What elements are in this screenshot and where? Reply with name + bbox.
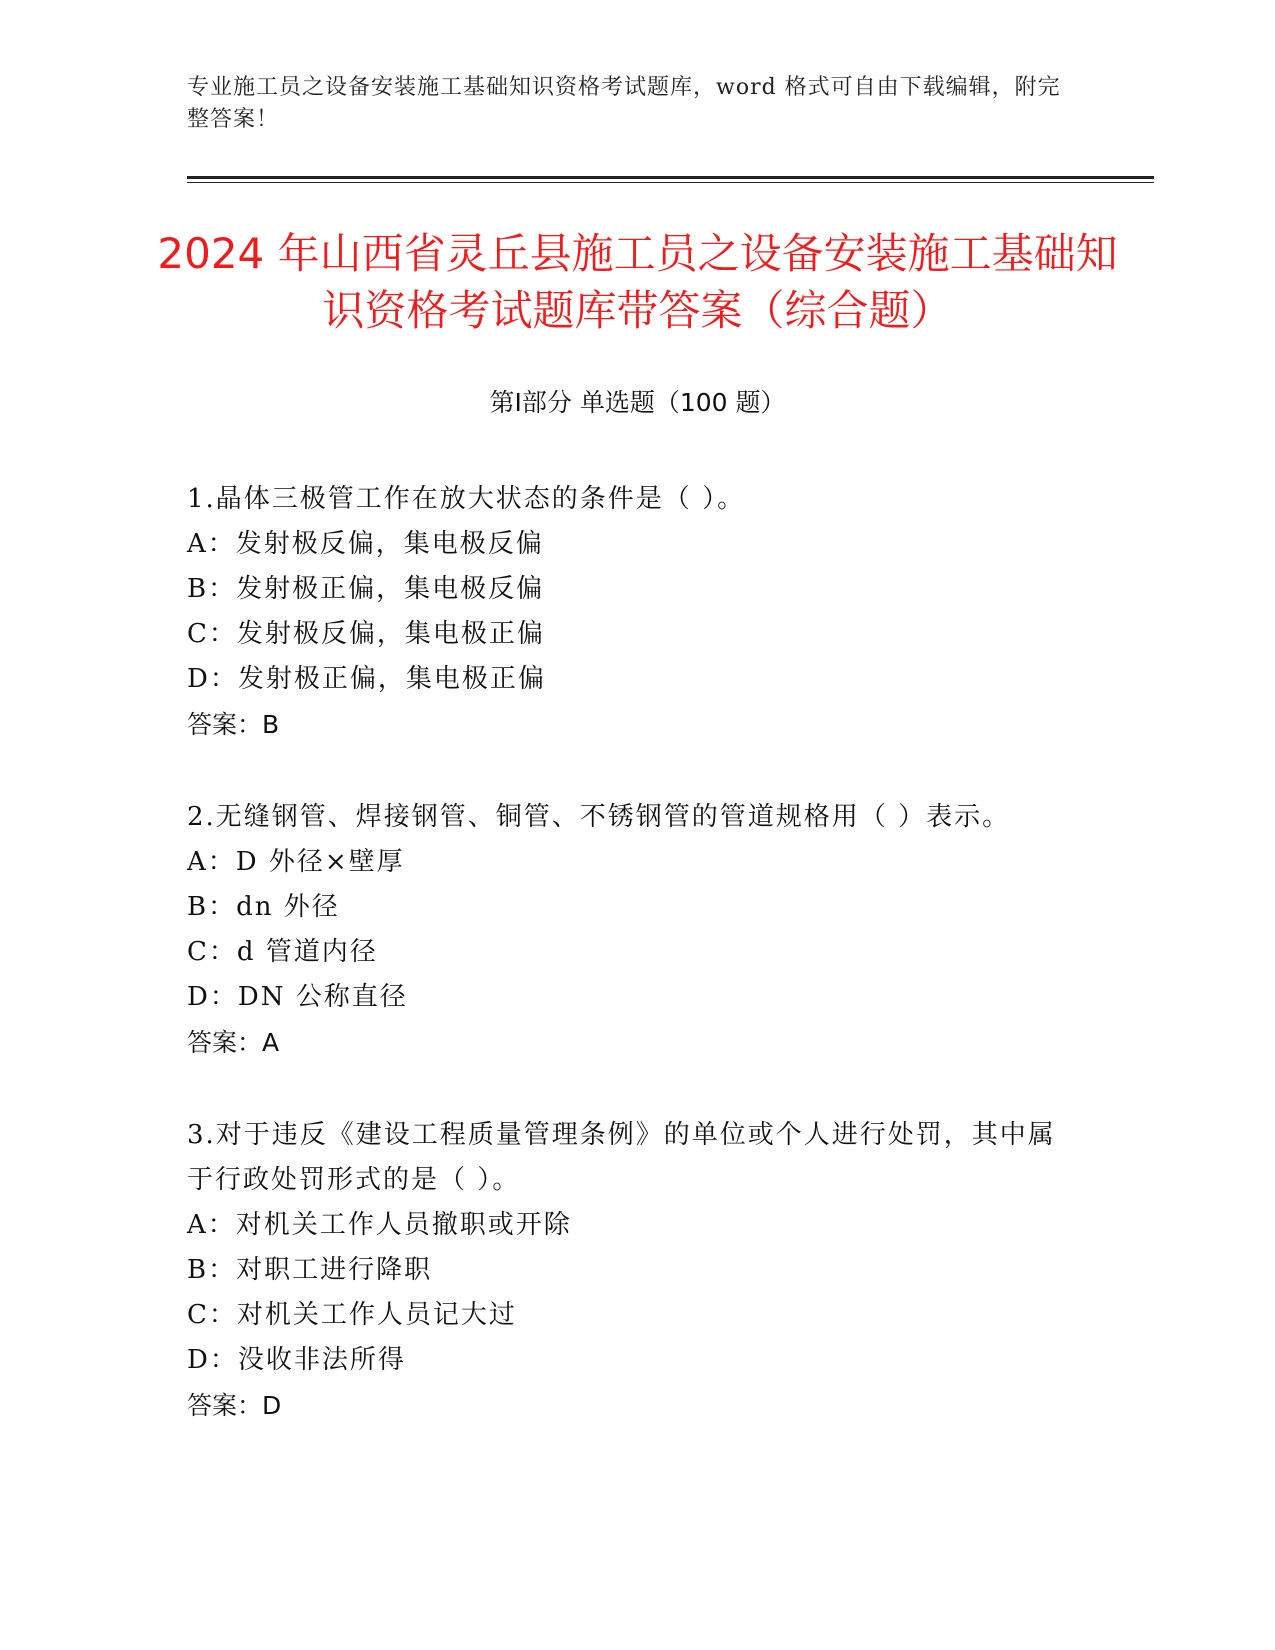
- option-d: D：没收非法所得: [187, 1345, 406, 1375]
- option-d: D：DN 公称直径: [187, 982, 408, 1012]
- question-stem: 1.晶体三极管工作在放大状态的条件是（ ）。: [187, 484, 746, 514]
- header-note: 专业施工员之设备安装施工基础知识资格考试题库，word 格式可自由下载编辑，附完整答案！: [187, 75, 1061, 132]
- option-c: C：对机关工作人员记大过: [187, 1300, 517, 1330]
- option-b: B：对职工进行降职: [187, 1255, 433, 1285]
- option-a: A：D 外径×壁厚: [187, 847, 405, 877]
- option-c: C：d 管道内径: [187, 937, 378, 967]
- question-block: [187, 1113, 1067, 1428]
- section-title: 第Ⅰ部分 单选题（100 题）: [489, 388, 786, 417]
- answer: 答案：B: [187, 710, 280, 739]
- document-title: 2024 年山西省灵丘县施工员之设备安装施工基础知识资格考试题库带答案（综合题）: [157, 229, 1118, 335]
- option-c: C：发射极反偏，集电极正偏: [187, 619, 545, 649]
- question-block: [187, 477, 1067, 747]
- header-divider-thick: [187, 176, 1154, 179]
- question-stem: 2.无缝钢管、焊接钢管、铜管、不锈钢管的管道规格用（ ）表示。: [187, 802, 1011, 832]
- answer: 答案：A: [187, 1028, 280, 1057]
- option-b: B：dn 外径: [187, 892, 340, 922]
- option-a: A：对机关工作人员撤职或开除: [187, 1210, 572, 1240]
- option-b: B：发射极正偏，集电极反偏: [187, 574, 545, 604]
- header-divider-thin: [187, 182, 1154, 183]
- question-stem: 3.对于违反《建设工程质量管理条例》的单位或个人进行处罚，其中属于行政处罚形式的是（ ）。: [187, 1120, 1056, 1195]
- answer: 答案：D: [187, 1391, 282, 1420]
- option-a: A：发射极反偏，集电极反偏: [187, 529, 544, 559]
- option-d: D：发射极正偏，集电极正偏: [187, 664, 546, 694]
- question-block: [187, 795, 1067, 1065]
